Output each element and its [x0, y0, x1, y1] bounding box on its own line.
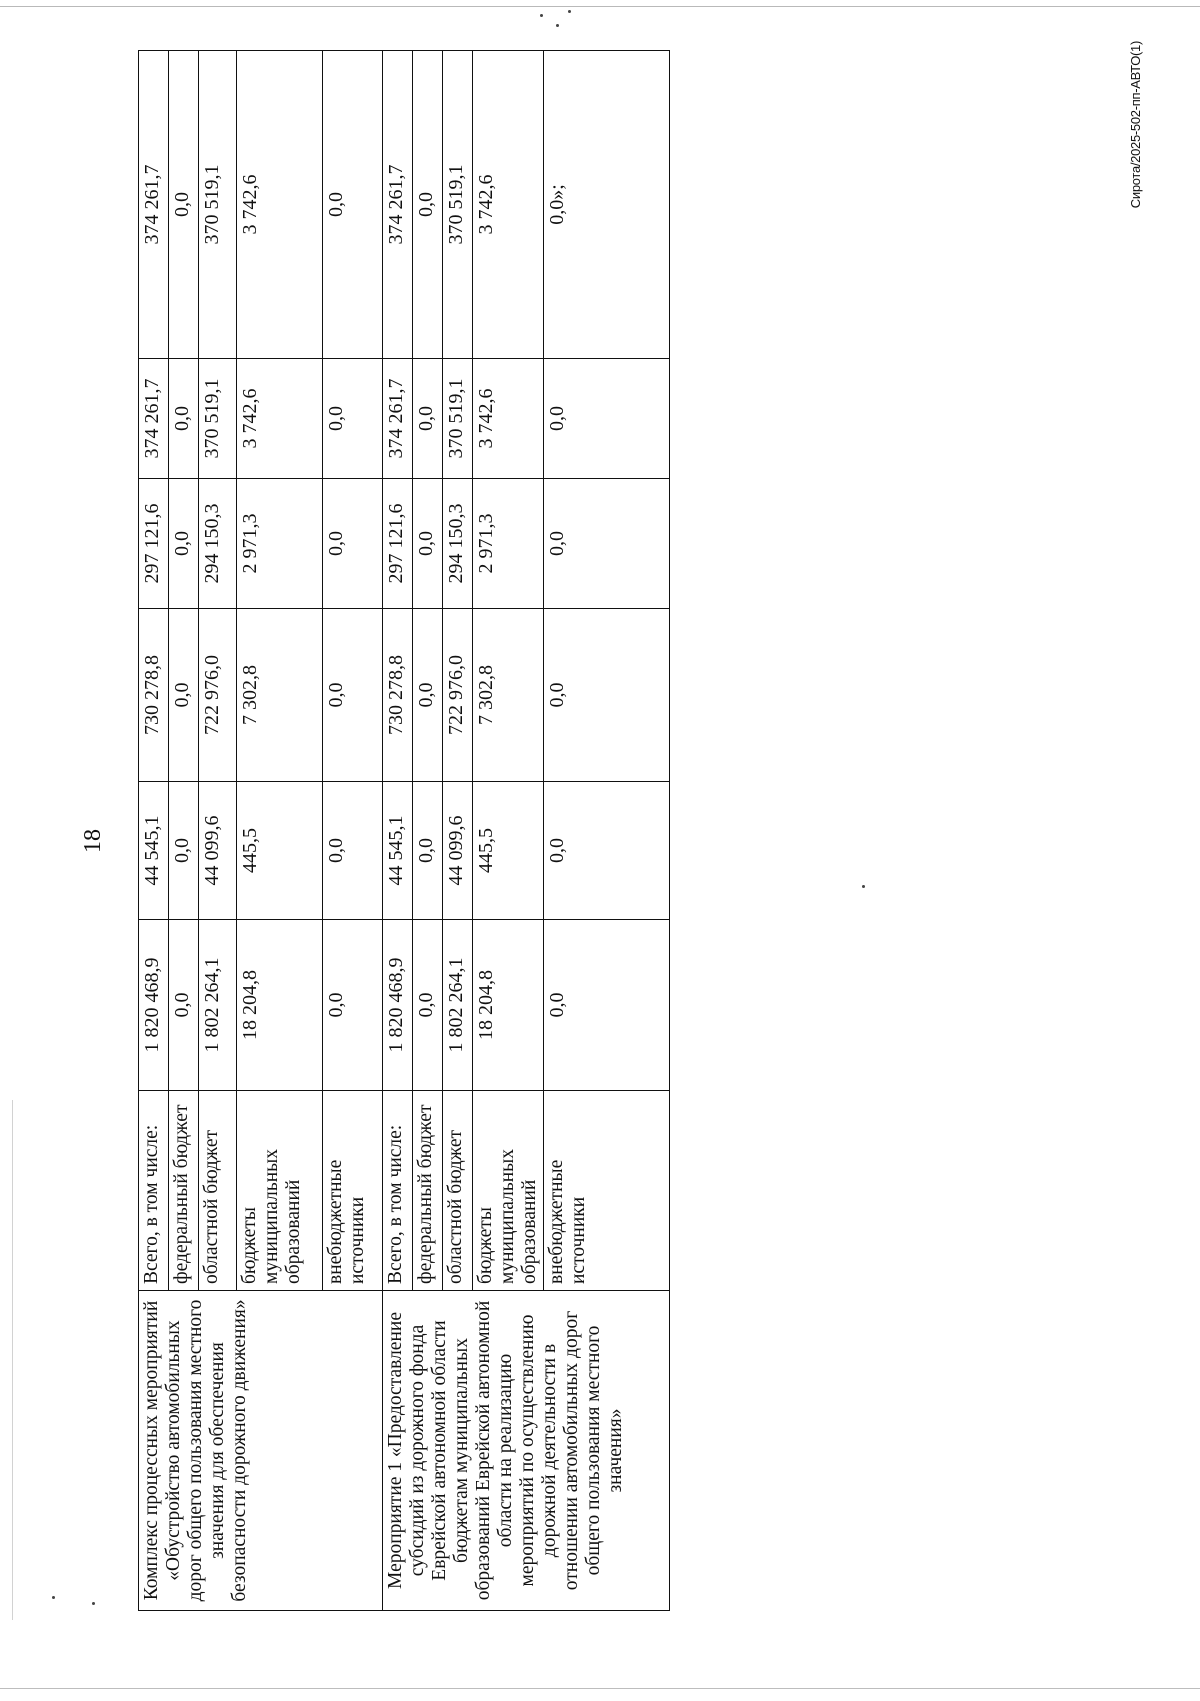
table-row	[383, 51, 413, 1611]
page-number: 18	[80, 829, 106, 853]
funding-source: федеральный бюджет	[413, 1091, 443, 1291]
amount-cell: 1 802 264,1	[199, 920, 237, 1091]
amount-cell: 445,5	[473, 782, 544, 920]
funding-source: бюджеты муниципальных образований	[473, 1091, 544, 1291]
funding-source: Всего, в том числе:	[383, 1091, 413, 1291]
amount-cell: 3 742,6	[237, 51, 323, 359]
amount-cell: 0,0	[544, 479, 670, 609]
amount-cell: 722 976,0	[199, 609, 237, 782]
funding-source: внебюджетные источники	[323, 1091, 383, 1291]
amount-cell: 0,0	[544, 359, 670, 479]
amount-cell: 0,0	[169, 479, 199, 609]
amount-cell: 445,5	[237, 782, 323, 920]
amount-cell: 0,0	[323, 51, 383, 359]
amount-cell: 3 742,6	[237, 359, 323, 479]
row-group-name: Мероприятие 1 «Предоставление субсидий из дорожного фонда Еврейской автономной области бюджетам муниципальных образований Еврейской автономной области на реализацию мероприятий по осуществлению дорожной деятельности в отношении автомобильных дорог общего пользования местного значения»	[383, 1291, 670, 1611]
amount-cell: 44 545,1	[139, 782, 169, 920]
amount-cell: 0,0	[169, 920, 199, 1091]
amount-cell: 1 802 264,1	[443, 920, 473, 1091]
amount-cell: 0,0	[323, 609, 383, 782]
amount-cell: 0,0	[413, 609, 443, 782]
amount-cell: 294 150,3	[199, 479, 237, 609]
amount-cell: 3 742,6	[473, 359, 544, 479]
amount-cell: 0,0	[544, 782, 670, 920]
budget-table	[138, 50, 670, 1611]
amount-cell: 0,0	[323, 920, 383, 1091]
amount-cell: 730 278,8	[383, 609, 413, 782]
amount-cell: 18 204,8	[473, 920, 544, 1091]
funding-source: областной бюджет	[199, 1091, 237, 1291]
funding-source: бюджеты муниципальных образований	[237, 1091, 323, 1291]
amount-cell: 0,0	[413, 51, 443, 359]
amount-cell: 0,0	[169, 51, 199, 359]
amount-cell: 0,0	[544, 609, 670, 782]
amount-cell: 722 976,0	[443, 609, 473, 782]
table-row	[139, 51, 169, 1611]
amount-cell: 1 820 468,9	[139, 920, 169, 1091]
amount-cell: 0,0	[169, 359, 199, 479]
amount-cell: 0,0»;	[544, 51, 670, 359]
amount-cell: 0,0	[169, 609, 199, 782]
amount-cell: 0,0	[323, 479, 383, 609]
amount-cell: 7 302,8	[473, 609, 544, 782]
amount-cell: 370 519,1	[199, 359, 237, 479]
amount-cell: 0,0	[413, 359, 443, 479]
row-group-name: Комплекс процессных мероприятий «Обустройство автомобильных дорог общего пользования местного значения для обеспечения безопасности дорожного движения»	[139, 1291, 383, 1611]
amount-cell: 0,0	[323, 359, 383, 479]
amount-cell: 374 261,7	[383, 359, 413, 479]
amount-cell: 44 099,6	[199, 782, 237, 920]
amount-cell: 294 150,3	[443, 479, 473, 609]
amount-cell: 374 261,7	[139, 359, 169, 479]
amount-cell: 370 519,1	[443, 51, 473, 359]
footer-document-code: Сирота/2025-502-пп-АВТО(1)	[1128, 41, 1143, 209]
amount-cell: 44 099,6	[443, 782, 473, 920]
amount-cell: 370 519,1	[199, 51, 237, 359]
amount-cell: 730 278,8	[139, 609, 169, 782]
amount-cell: 374 261,7	[383, 51, 413, 359]
funding-source: Всего, в том числе:	[139, 1091, 169, 1291]
amount-cell: 0,0	[544, 920, 670, 1091]
amount-cell: 0,0	[323, 782, 383, 920]
amount-cell: 370 519,1	[443, 359, 473, 479]
funding-source: федеральный бюджет	[169, 1091, 199, 1291]
amount-cell: 7 302,8	[237, 609, 323, 782]
amount-cell: 1 820 468,9	[383, 920, 413, 1091]
amount-cell: 297 121,6	[383, 479, 413, 609]
funding-source: внебюджетные источники	[544, 1091, 670, 1291]
amount-cell: 3 742,6	[473, 51, 544, 359]
amount-cell: 0,0	[413, 920, 443, 1091]
amount-cell: 44 545,1	[383, 782, 413, 920]
amount-cell: 0,0	[413, 479, 443, 609]
amount-cell: 0,0	[169, 782, 199, 920]
amount-cell: 297 121,6	[139, 479, 169, 609]
amount-cell: 2 971,3	[473, 479, 544, 609]
budget-table-body	[139, 51, 670, 1611]
funding-source: областной бюджет	[443, 1091, 473, 1291]
amount-cell: 2 971,3	[237, 479, 323, 609]
amount-cell: 18 204,8	[237, 920, 323, 1091]
amount-cell: 0,0	[413, 782, 443, 920]
amount-cell: 374 261,7	[139, 51, 169, 359]
